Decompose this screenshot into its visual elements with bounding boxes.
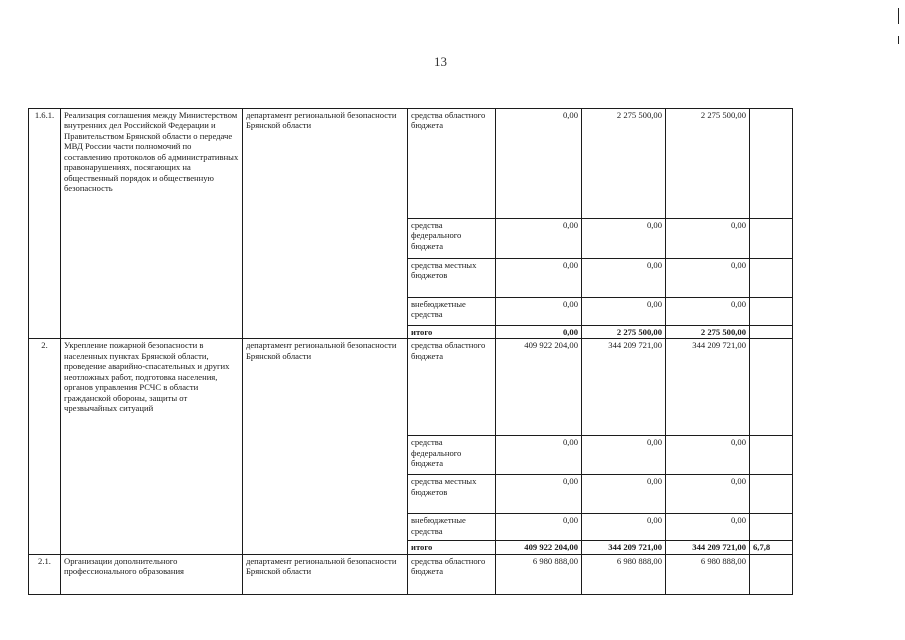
scan-edge-mark [898,8,899,24]
amount-cell: 0,00 [666,475,750,514]
funding-source: средства местных бюджетов [408,259,496,298]
amount-cell: 0,00 [496,475,582,514]
executor-cell: департамент региональной безопасности Брянской области [243,554,408,594]
amount-cell: 0,00 [666,298,750,326]
empty-cell [750,554,793,594]
page-number: 13 [434,54,447,69]
funding-source: средства местных бюджетов [408,475,496,514]
amount-cell: 0,00 [666,436,750,475]
total-label: итого [408,541,496,554]
target-indicators: 6,7,8 [750,541,793,554]
activity-name: Укрепление пожарной безопасности в населенных пунктах Брянской области, проведение аварийно-спасательных и других неотложных работ, подготовка населения, органов управления РСЧС в области гражданской обороны, защиты от чрезвычайных ситуаций [61,339,243,554]
activity-name: Организации дополнительного профессионального образования [61,554,243,594]
funding-source: средства областного бюджета [408,109,496,219]
row-number: 2.1. [29,554,61,594]
funding-source: средства федерального бюджета [408,436,496,475]
amount-cell: 0,00 [582,475,666,514]
amount-cell: 344 209 721,00 [666,339,750,436]
empty-cell [750,475,793,514]
amount-cell: 0,00 [582,219,666,259]
executor-cell: департамент региональной безопасности Брянской области [243,109,408,339]
total-label: итого [408,326,496,339]
funding-source: внебюджетные средства [408,514,496,541]
empty-cell [750,219,793,259]
amount-cell: 0,00 [666,259,750,298]
target-indicators [750,326,793,339]
amount-cell: 0,00 [496,259,582,298]
empty-cell [750,339,793,436]
amount-cell: 0,00 [582,514,666,541]
funding-source: средства федерального бюджета [408,219,496,259]
empty-cell [750,436,793,475]
empty-cell [750,109,793,219]
empty-cell [750,259,793,298]
table-row [29,339,793,436]
amount-cell: 6 980 888,00 [582,554,666,594]
amount-cell: 0,00 [496,109,582,219]
empty-cell [750,514,793,541]
total-amount: 2 275 500,00 [666,326,750,339]
amount-cell: 0,00 [582,298,666,326]
amount-cell: 0,00 [666,219,750,259]
amount-cell: 0,00 [582,259,666,298]
funding-source: внебюджетные средства [408,298,496,326]
amount-cell: 0,00 [582,436,666,475]
table-row [29,109,793,219]
total-amount: 0,00 [496,326,582,339]
total-amount: 344 209 721,00 [582,541,666,554]
scan-edge-mark [898,36,899,44]
budget-table [28,108,793,595]
amount-cell: 6 980 888,00 [496,554,582,594]
amount-cell: 344 209 721,00 [582,339,666,436]
amount-cell: 6 980 888,00 [666,554,750,594]
funding-source: средства областного бюджета [408,339,496,436]
amount-cell: 0,00 [666,514,750,541]
amount-cell: 2 275 500,00 [666,109,750,219]
funding-source: средства областного бюджета [408,554,496,594]
row-number: 1.6.1. [29,109,61,339]
amount-cell: 0,00 [496,298,582,326]
amount-cell: 0,00 [496,514,582,541]
total-amount: 2 275 500,00 [582,326,666,339]
executor-cell: департамент региональной безопасности Брянской области [243,339,408,554]
total-amount: 344 209 721,00 [666,541,750,554]
total-amount: 409 922 204,00 [496,541,582,554]
activity-name: Реализация соглашения между Министерством внутренних дел Российской Федерации и Правительством Брянской области о передаче МВД России части полномочий по составлению протоколов об административных правонарушениях, посягающих на общественный порядок и общественную безопасность [61,109,243,339]
amount-cell: 0,00 [496,219,582,259]
amount-cell: 409 922 204,00 [496,339,582,436]
table-row [29,554,793,594]
amount-cell: 2 275 500,00 [582,109,666,219]
amount-cell: 0,00 [496,436,582,475]
row-number: 2. [29,339,61,554]
empty-cell [750,298,793,326]
